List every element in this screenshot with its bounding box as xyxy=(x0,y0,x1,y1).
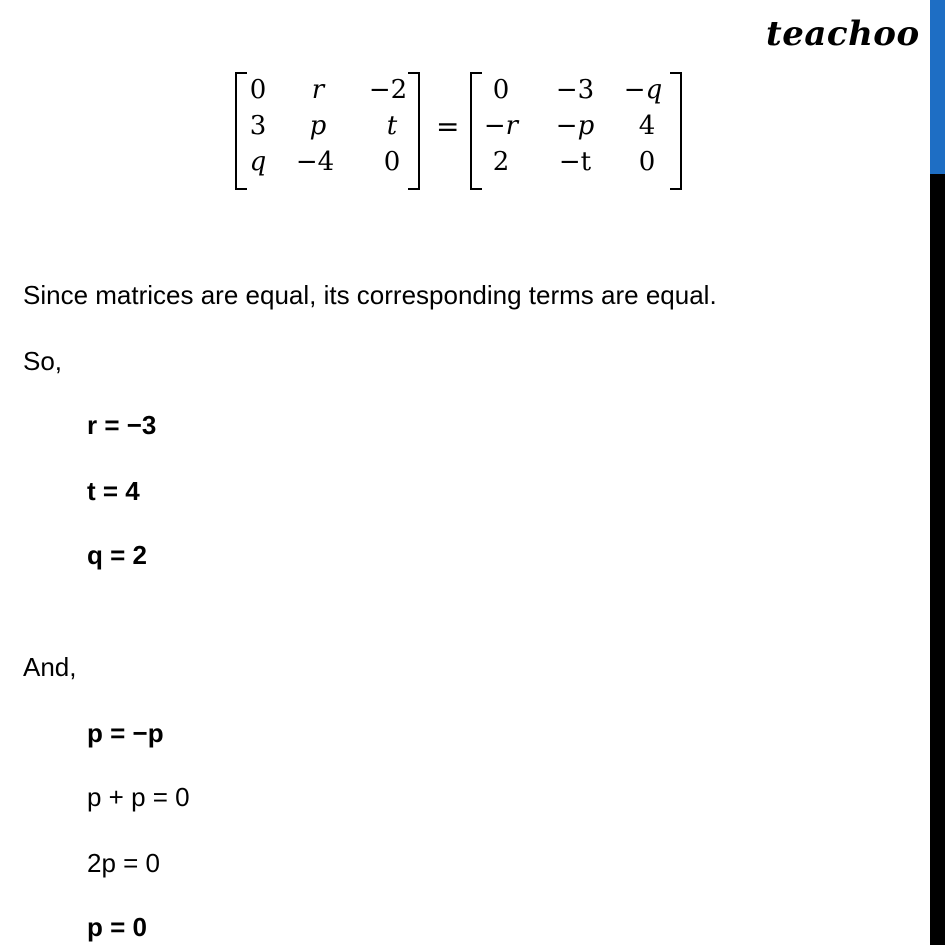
matrix-cell: 0 xyxy=(638,147,656,177)
matrix-cell: q xyxy=(249,147,267,177)
matrix-cell: −p xyxy=(555,111,595,141)
matrix-cell: r xyxy=(311,75,325,105)
t-result: t = 4 xyxy=(87,476,140,506)
matrix-cell: 0 xyxy=(383,147,401,177)
matrix-cell: −r xyxy=(483,111,519,141)
matrix-cell: 0 xyxy=(492,75,510,105)
equals-sign: = xyxy=(436,110,460,143)
intro-text: Since matrices are equal, its corresponding terms are equal. xyxy=(23,280,717,310)
matrix-cell: 4 xyxy=(638,111,656,141)
p-equation: p = −p xyxy=(87,718,164,748)
matrix-cell: p xyxy=(309,111,327,141)
left-matrix xyxy=(245,75,415,185)
matrix-cell: −4 xyxy=(295,147,335,177)
q-result: q = 2 xyxy=(87,540,147,570)
matrix-cell: −2 xyxy=(368,75,408,105)
teachoo-logo: teachoo xyxy=(766,14,920,54)
matrix-cell: −3 xyxy=(555,75,595,105)
matrix-cell: 2 xyxy=(492,147,510,177)
and-text: And, xyxy=(23,652,77,682)
step-one: p + p = 0 xyxy=(87,782,190,812)
right-matrix xyxy=(476,75,676,185)
step-two: 2p = 0 xyxy=(87,848,161,878)
matrix-cell: t xyxy=(386,111,398,141)
so-text: So, xyxy=(23,346,63,376)
r-result: r = −3 xyxy=(87,410,157,440)
sidebar-accent xyxy=(930,0,945,174)
matrix-cell: 0 xyxy=(249,75,267,105)
matrix-cell: −t xyxy=(558,147,592,177)
p-result: p = 0 xyxy=(87,912,147,942)
matrix-cell: 3 xyxy=(249,111,267,141)
matrix-cell: −q xyxy=(623,75,663,105)
